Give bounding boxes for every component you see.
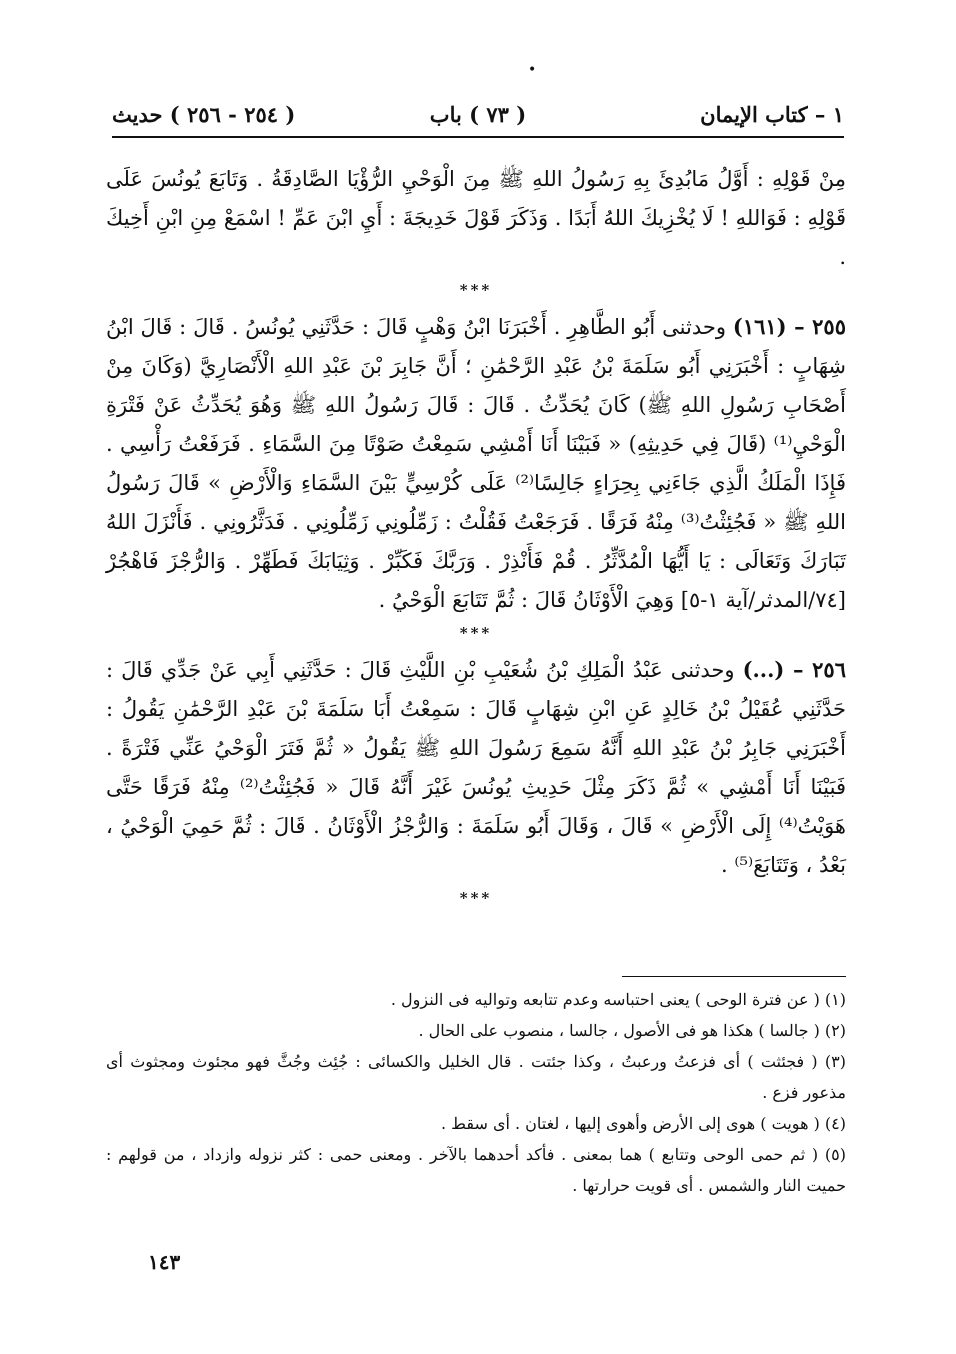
page-number: ١٤٣: [148, 1250, 181, 1274]
section-separator: ***: [459, 624, 493, 642]
footnote: (٤) ( هويت ) هوى إلى الأرض وأهوى إليها ، لغتان . أى سقط .: [441, 1114, 846, 1133]
footnote: (١) ( عن فترة الوحى ) يعنى احتباسه وعدم تتابعه وتواليه فى النزول .: [390, 990, 846, 1009]
hadith-range: ( ٢٥٤ - ٢٥٦ ) حديث: [112, 102, 296, 127]
footnote: (٣) ( فجئثت ) أى فزعتُ ورعبتُ ، وكذا جئتت . قال الخليل والكسائى : جُئِث وجُثَّ فهو مجئوث ومجثوث أى مذعور فزع .: [106, 1052, 846, 1102]
hadith-256: [106, 650, 846, 885]
footnote: (٥) ( ثم حمى الوحى وتتابع ) هما بمعنى . فأكد أحدهما بالآخر . ومعنى حمى : كثر نزوله وازداد ، من قولهم : حميت النار والشمس . أى قويت حرارتها .: [106, 1145, 846, 1195]
header-rule: [112, 136, 844, 138]
footnote: (٢) ( جالسا ) هكذا هو فى الأصول ، جالسا ، منصوب على الحال .: [418, 1021, 846, 1040]
hadith-text: وحدثنى عَبْدُ الْمَلِكِ بْنُ شُعَيْبِ بْنِ اللَّيْثِ قَالَ : حَدَّثَنِي أَبِي عَنْ جَدِّي قَالَ : حَدَّثَنِي عُقَيْلُ بْنُ خَالِدٍ عَنِ ابْنِ شِهَابٍ قَالَ : سَمِعْتُ أَبَا سَلَمَةَ بْنَ عَبْدِ الرَّحْمَٰنِ يَقُولُ : أَخْبَرَنِي جَابِرُ بْنُ عَبْدِ اللهِ أَنَّهُ سَمِعَ رَسُولَ اللهِ ﷺ يَقُولُ « ثُمَّ فَتَرَ الْوَحْيُ عَنِّي فَتْرَةً . فَبَيْنَا أَنَا أَمْشِي » ثُمَّ ذَكَرَ مِثْلَ حَدِيثِ يُونُسَ غَيْرَ أَنَّهُ قَالَ « فَجُئِثْتُ⁽²⁾ مِنْهُ فَرَقًا حَتَّى هَوَيْتُ⁽⁴⁾ إِلَى الْأَرْضِ » قَالَ ، وَقَالَ أَبُو سَلَمَةَ : وَالرُّجْزُ الْأَوْثَانُ . قَالَ : ثُمَّ حَمِيَ الْوَحْيُ ، بَعْدُ ، وَتَتَابَعَ⁽⁵⁾ .: [106, 658, 846, 877]
running-header: [112, 98, 844, 134]
hadith-text: وحدثنى أَبُو الطَّاهِرِ . أَخْبَرَنَا ابْنُ وَهْبٍ قَالَ : حَدَّثَنِي يُونُسُ . قَالَ : قَالَ ابْنُ شِهَابٍ : أَخْبَرَنِي أَبُو سَلَمَةَ بْنُ عَبْدِ الرَّحْمَٰنِ ؛ أَنَّ جَابِرَ بْنَ عَبْدِ اللهِ الْأَنْصَارِيَّ (وَكَانَ مِنْ أَصْحَابِ رَسُولِ اللهِ ﷺ) كَانَ يُحَدِّثُ . قَالَ : قَالَ رَسُولُ اللهِ ﷺ وَهُوَ يُحَدِّثُ عَنْ فَتْرَةِ الْوَحْيِ⁽¹⁾ (قَالَ فِي حَدِيثِهِ) « فَبَيْنَا أَنَا أَمْشِي سَمِعْتُ صَوْتًا مِنَ السَّمَاءِ . فَرَفَعْتُ رَأْسِي . فَإِذَا الْمَلَكُ الَّذِي جَاءَنِي بِحِرَاءٍ جَالِسًا⁽²⁾ عَلَى كُرْسِيٍّ بَيْنَ السَّمَاءِ وَالْأَرْضِ » قَالَ رَسُولُ اللهِ ﷺ « فَجُئِثْتُ⁽³⁾ مِنْهُ فَرَقًا . فَرَجَعْتُ فَقُلْتُ : زَمِّلُونِي زَمِّلُونِي . فَدَثَّرُونِي . فَأَنْزَلَ اللهُ تَبَارَكَ وَتَعَالَى : يَا أَيُّهَا الْمُدَّثِّرُ . قُمْ فَأَنْذِرْ . وَرَبَّكَ فَكَبِّرْ . وَثِيَابَكَ فَطَهِّرْ . وَالرُّجْزَ فَاهْجُرْ [٧٤/المدثر/آية ١-٥] وَهِيَ الْأَوْثَانُ قَالَ : ثُمَّ تَتَابَعَ الْوَحْيُ .: [106, 315, 846, 612]
main-text: [106, 160, 846, 909]
footnotes: [106, 984, 846, 1201]
top-dot: •: [528, 62, 537, 78]
hadith-number: ٢٥٦ – (...): [742, 657, 846, 682]
hadith-number: ٢٥٥ – (١٦١): [732, 314, 846, 339]
section-separator: ***: [459, 889, 493, 907]
chapter-title: ١ – كتاب الإيمان: [700, 102, 844, 127]
hadith-255: [106, 307, 846, 620]
paragraph-continuation: مِنْ قَوْلِهِ : أَوَّلُ مَابُدِئَ بِهِ رَسُولُ اللهِ ﷺ مِنَ الْوَحْيِ الرُّؤْيَا الصَّادِقَةُ . وَتَابَعَ يُونُسَ عَلَى قَوْلِهِ : فَوَاللهِ ! لَا يُخْزِيكَ اللهُ أَبَدًا . وَذَكَرَ قَوْلَ خَدِيجَةَ : أَيِ ابْنَ عَمِّ ! اسْمَعْ مِنِ ابْنِ أَخِيكَ .: [106, 167, 846, 269]
footnote-rule: [622, 976, 846, 977]
bab-number: ( ٧٣ ) باب: [429, 102, 527, 127]
section-separator: ***: [459, 281, 493, 299]
